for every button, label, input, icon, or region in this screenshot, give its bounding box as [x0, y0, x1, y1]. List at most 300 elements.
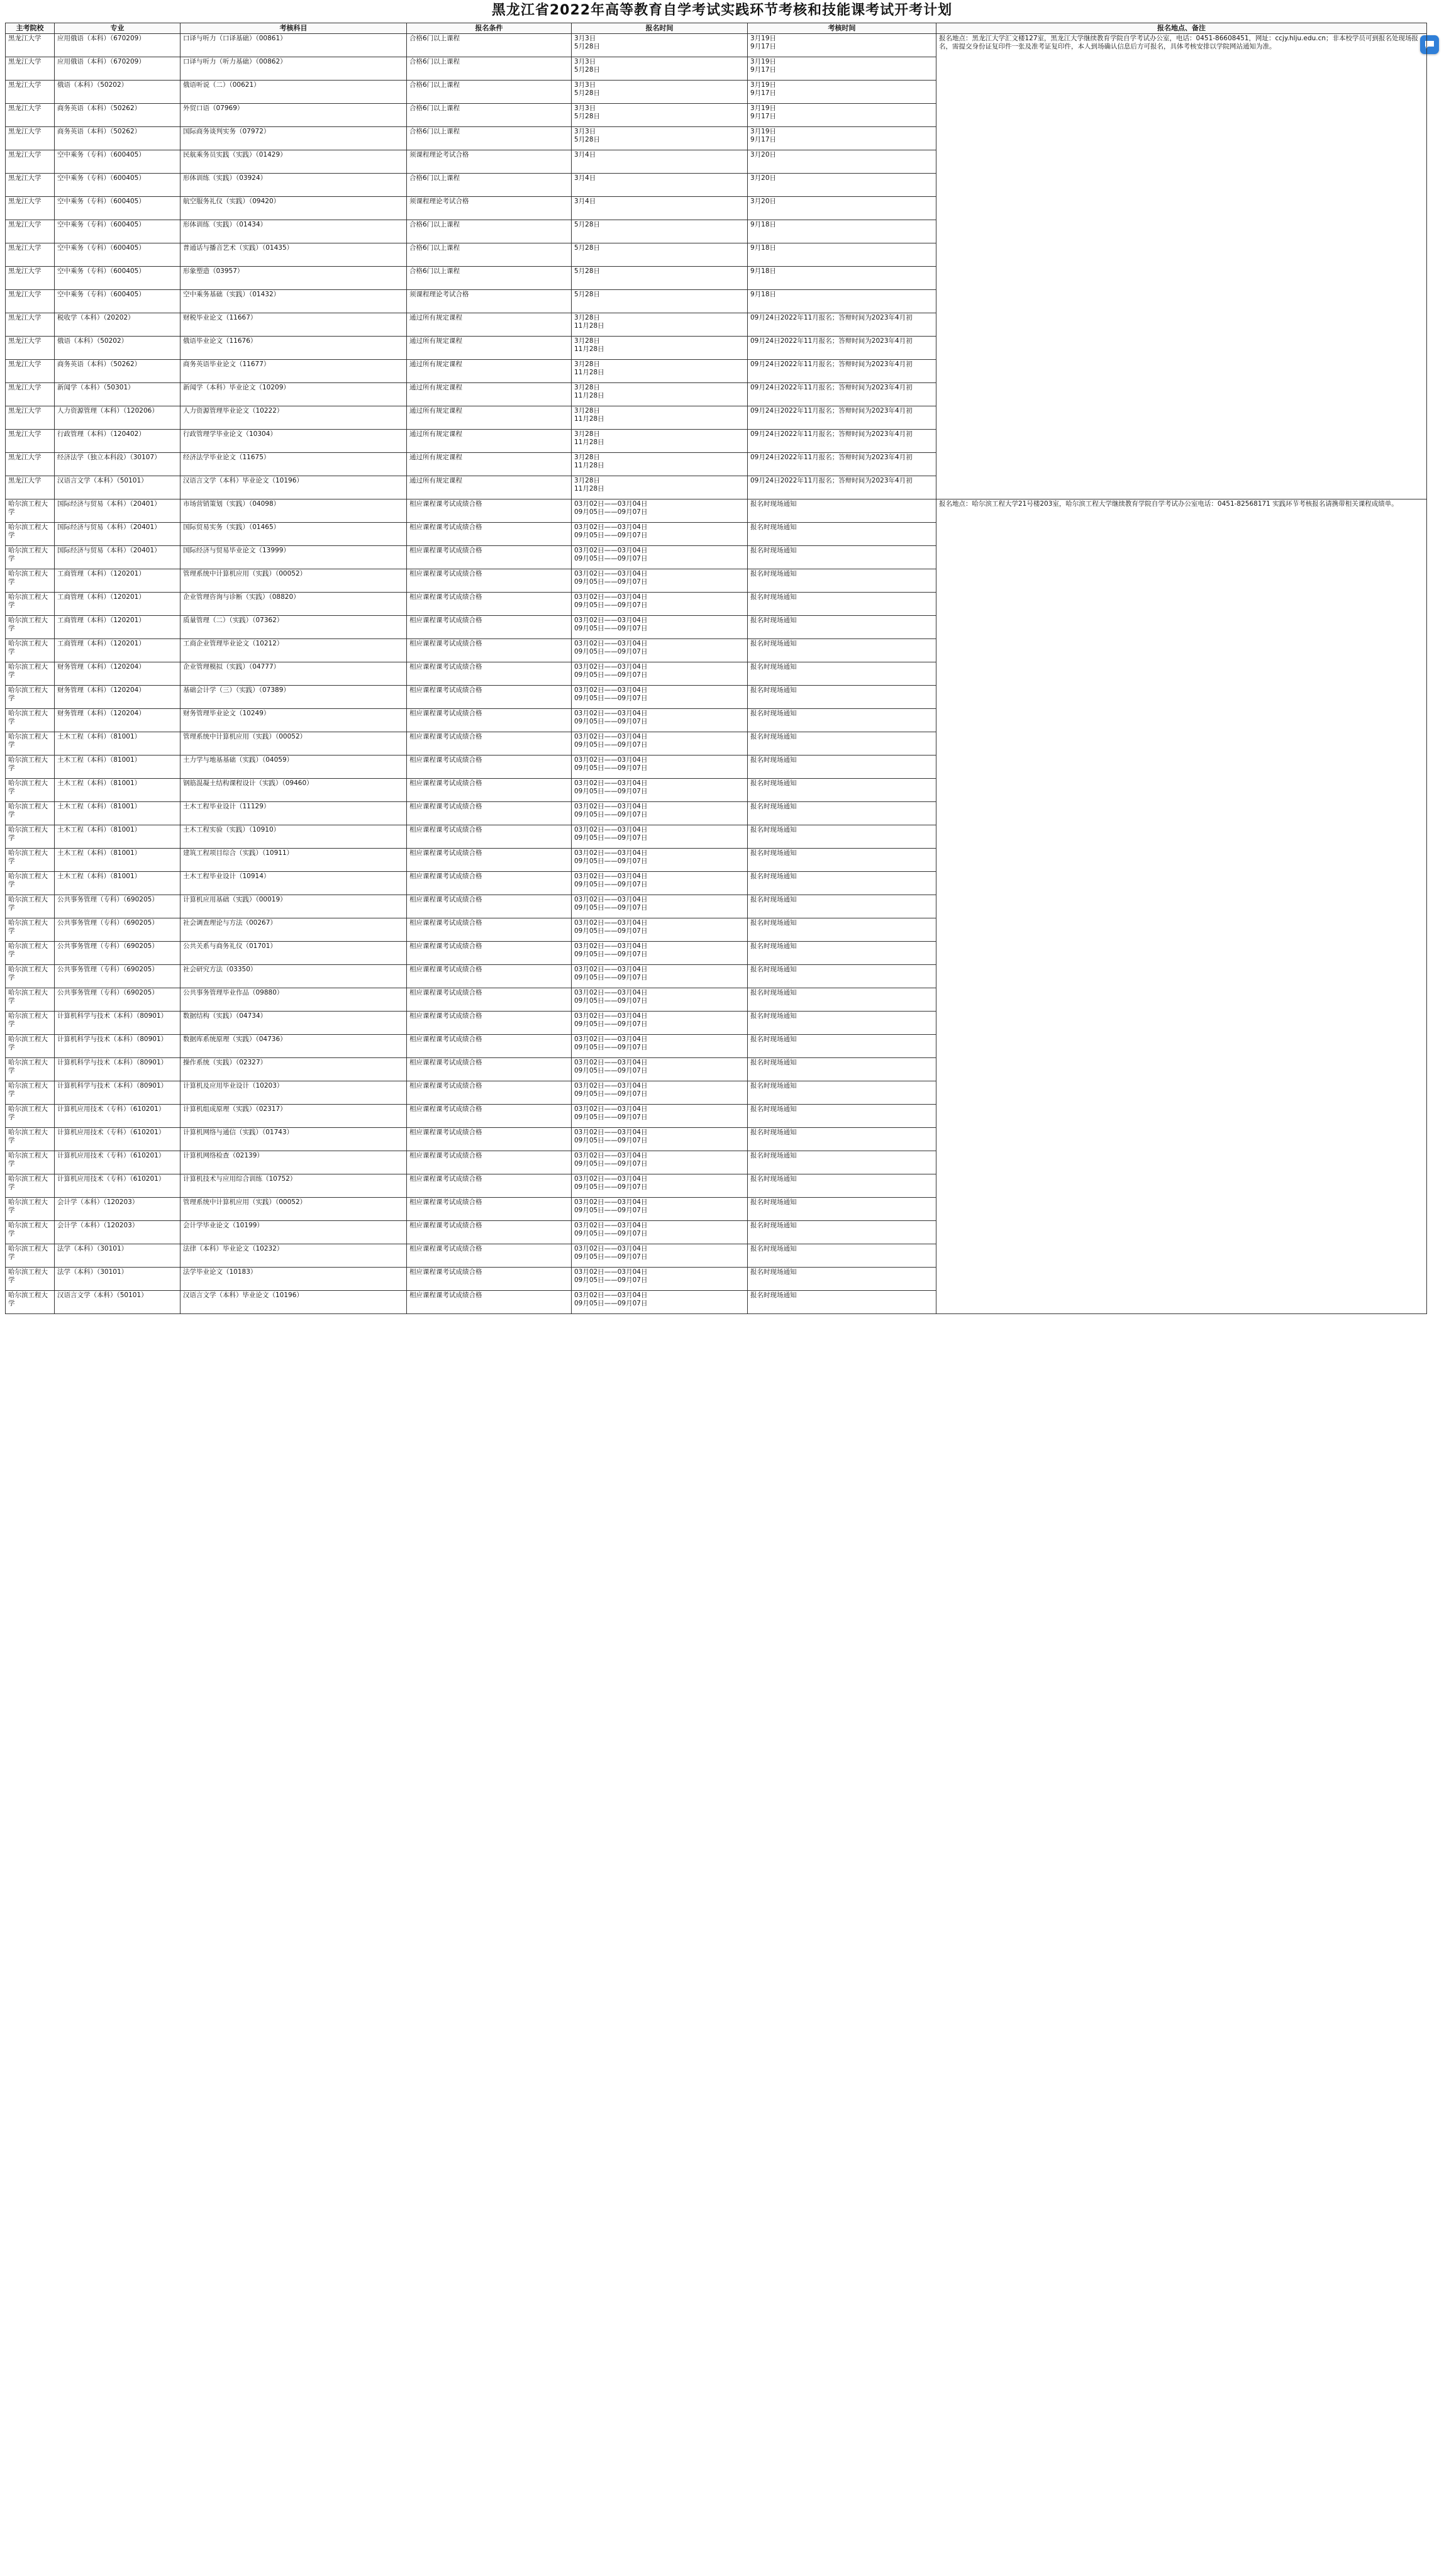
cell-notes: 报名地点：黑龙江大学汇文楼127室，黑龙江大学继续教育学院自学考试办公室，电话：0451-86608451，网址：ccjy.hlju.edu.cn；非本校学员可到报名处现场报名，需提交身份证复印件一张及准考证复印件，本人到场确认信息后方可报名，具体考核安排以学院网站通知为准。 — [936, 34, 1427, 499]
cell-reg-time: 3月3日 5月28日 — [572, 127, 748, 150]
cell-school: 黑龙江大学 — [6, 197, 55, 220]
cell-major: 土木工程（本科）（81001） — [55, 849, 181, 872]
cell-reg-time: 03月02日——03月04日 09月05日——09月07日 — [572, 1244, 748, 1268]
cell-major: 计算机应用技术（专科）（610201） — [55, 1174, 181, 1198]
cell-exam-time: 报名时现场通知 — [748, 616, 936, 639]
cell-subject: 财税毕业论文（11667） — [181, 313, 407, 337]
cell-exam-time: 报名时现场通知 — [748, 802, 936, 825]
cell-subject: 国际贸易实务（实践）（01465） — [181, 523, 407, 546]
cell-school: 黑龙江大学 — [6, 81, 55, 104]
cell-condition: 合格6门以上课程 — [407, 127, 572, 150]
cell-major: 新闻学（本科）（50301） — [55, 383, 181, 406]
cell-exam-time: 报名时现场通知 — [748, 1035, 936, 1058]
cell-subject: 国际经济与贸易毕业论文（13999） — [181, 546, 407, 569]
cell-reg-time: 03月02日——03月04日 09月05日——09月07日 — [572, 1221, 748, 1244]
cell-exam-time: 报名时现场通知 — [748, 1291, 936, 1314]
cell-subject: 土木工程实验（实践）（10910） — [181, 825, 407, 849]
table-body — [6, 34, 1427, 1314]
cell-exam-time: 3月20日 — [748, 174, 936, 197]
cell-reg-time: 03月02日——03月04日 09月05日——09月07日 — [572, 825, 748, 849]
cell-condition: 相应课程课考试成绩合格 — [407, 1105, 572, 1128]
cell-exam-time: 报名时现场通知 — [748, 662, 936, 686]
cell-school: 哈尔滨工程大学 — [6, 686, 55, 709]
cell-exam-time: 报名时现场通知 — [748, 1012, 936, 1035]
cell-exam-time: 3月19日 9月17日 — [748, 57, 936, 81]
cell-subject: 社会调查理论与方法（00267） — [181, 918, 407, 942]
cell-major: 土木工程（本科）（81001） — [55, 825, 181, 849]
cell-reg-time: 3月3日 5月28日 — [572, 57, 748, 81]
table-row — [6, 34, 1427, 57]
cell-reg-time: 03月02日——03月04日 09月05日——09月07日 — [572, 1105, 748, 1128]
cell-subject: 形体训练（实践）（01434） — [181, 220, 407, 243]
cell-school: 哈尔滨工程大学 — [6, 965, 55, 988]
cell-reg-time: 3月4日 — [572, 174, 748, 197]
cell-school: 黑龙江大学 — [6, 104, 55, 127]
cell-exam-time: 报名时现场通知 — [748, 825, 936, 849]
cell-condition: 相应课程课考试成绩合格 — [407, 1198, 572, 1221]
cell-major: 计算机科学与技术（本科）（80901） — [55, 1012, 181, 1035]
cell-subject: 建筑工程项目综合（实践）（10911） — [181, 849, 407, 872]
cell-reg-time: 5月28日 — [572, 243, 748, 267]
cell-reg-time: 3月28日 11月28日 — [572, 430, 748, 453]
cell-exam-time: 报名时现场通知 — [748, 1151, 936, 1174]
cell-major: 财务管理（本科）（120204） — [55, 709, 181, 732]
cell-school: 黑龙江大学 — [6, 220, 55, 243]
cell-subject: 工商企业管理毕业论文（10212） — [181, 639, 407, 662]
cell-major: 汉语言文学（本科）（50101） — [55, 1291, 181, 1314]
cell-subject: 土木工程毕业设计（11129） — [181, 802, 407, 825]
cell-condition: 相应课程课考试成绩合格 — [407, 1221, 572, 1244]
cell-reg-time: 03月02日——03月04日 09月05日——09月07日 — [572, 732, 748, 756]
cell-major: 空中乘务（专科）（600405） — [55, 267, 181, 290]
cell-subject: 市场营销策划（实践）（04098） — [181, 499, 407, 523]
cell-condition: 相应课程课考试成绩合格 — [407, 1081, 572, 1105]
cell-condition: 相应课程课考试成绩合格 — [407, 1012, 572, 1035]
cell-subject: 土木工程毕业设计（10914） — [181, 872, 407, 895]
cell-condition: 通过所有规定课程 — [407, 313, 572, 337]
cell-school: 黑龙江大学 — [6, 127, 55, 150]
col-reg-time: 报名时间 — [572, 23, 748, 34]
cell-exam-time: 报名时现场通知 — [748, 546, 936, 569]
cell-school: 哈尔滨工程大学 — [6, 546, 55, 569]
cell-subject: 空中乘务基础（实践）（01432） — [181, 290, 407, 313]
cell-subject: 计算机及应用毕业设计（10203） — [181, 1081, 407, 1105]
cell-school: 哈尔滨工程大学 — [6, 1198, 55, 1221]
cell-condition: 相应课程课考试成绩合格 — [407, 593, 572, 616]
cell-subject: 外贸口语（07969） — [181, 104, 407, 127]
cell-school: 哈尔滨工程大学 — [6, 593, 55, 616]
cell-exam-time: 报名时现场通知 — [748, 1081, 936, 1105]
cell-school: 哈尔滨工程大学 — [6, 1012, 55, 1035]
cell-reg-time: 03月02日——03月04日 09月05日——09月07日 — [572, 918, 748, 942]
cell-school: 哈尔滨工程大学 — [6, 1128, 55, 1151]
cell-exam-time: 报名时现场通知 — [748, 1058, 936, 1081]
cell-condition: 相应课程课考试成绩合格 — [407, 732, 572, 756]
cell-major: 人力资源管理（本科）（120206） — [55, 406, 181, 430]
cell-reg-time: 03月02日——03月04日 09月05日——09月07日 — [572, 593, 748, 616]
cell-reg-time: 03月02日——03月04日 09月05日——09月07日 — [572, 1035, 748, 1058]
exam-plan-table — [5, 23, 1427, 1314]
cell-condition: 合格6门以上课程 — [407, 220, 572, 243]
cell-major: 计算机应用技术（专科）（610201） — [55, 1151, 181, 1174]
cell-major: 土木工程（本科）（81001） — [55, 732, 181, 756]
cell-school: 哈尔滨工程大学 — [6, 662, 55, 686]
cell-subject: 会计学毕业论文（10199） — [181, 1221, 407, 1244]
cell-reg-time: 03月02日——03月04日 09月05日——09月07日 — [572, 1012, 748, 1035]
cell-subject: 经济法学毕业论文（11675） — [181, 453, 407, 476]
cell-major: 空中乘务（专科）（600405） — [55, 197, 181, 220]
cell-subject: 民航乘务员实践（实践）（01429） — [181, 150, 407, 174]
cell-reg-time: 3月28日 11月28日 — [572, 476, 748, 499]
cell-condition: 相应课程课考试成绩合格 — [407, 988, 572, 1012]
cell-exam-time: 报名时现场通知 — [748, 593, 936, 616]
cell-condition: 通过所有规定课程 — [407, 337, 572, 360]
cell-school: 哈尔滨工程大学 — [6, 1035, 55, 1058]
cell-condition: 合格6门以上课程 — [407, 267, 572, 290]
cell-condition: 通过所有规定课程 — [407, 453, 572, 476]
cell-condition: 相应课程课考试成绩合格 — [407, 1151, 572, 1174]
cell-condition: 须课程理论考试合格 — [407, 197, 572, 220]
cell-school: 哈尔滨工程大学 — [6, 1244, 55, 1268]
cell-condition: 相应课程课考试成绩合格 — [407, 639, 572, 662]
cell-subject: 社会研究方法（03350） — [181, 965, 407, 988]
cell-reg-time: 03月02日——03月04日 09月05日——09月07日 — [572, 942, 748, 965]
cell-reg-time: 03月02日——03月04日 09月05日——09月07日 — [572, 1058, 748, 1081]
cell-subject: 数据库系统原理（实践）（04736） — [181, 1035, 407, 1058]
cell-major: 空中乘务（专科）（600405） — [55, 174, 181, 197]
cell-condition: 合格6门以上课程 — [407, 243, 572, 267]
cell-reg-time: 03月02日——03月04日 09月05日——09月07日 — [572, 1198, 748, 1221]
cell-exam-time: 3月20日 — [748, 197, 936, 220]
cell-major: 会计学（本科）（120203） — [55, 1221, 181, 1244]
cell-condition: 合格6门以上课程 — [407, 174, 572, 197]
cell-reg-time: 03月02日——03月04日 09月05日——09月07日 — [572, 779, 748, 802]
cell-subject: 法学毕业论文（10183） — [181, 1268, 407, 1291]
cell-condition: 相应课程课考试成绩合格 — [407, 616, 572, 639]
cell-exam-time: 09月24日2022年11月报名；答辩时间为2023年4月初 — [748, 406, 936, 430]
cell-reg-time: 5月28日 — [572, 267, 748, 290]
cell-school: 哈尔滨工程大学 — [6, 1174, 55, 1198]
cell-major: 商务英语（本科）（50262） — [55, 104, 181, 127]
cell-major: 应用俄语（本科）（670209） — [55, 34, 181, 57]
cell-exam-time: 报名时现场通知 — [748, 732, 936, 756]
cell-major: 商务英语（本科）（50262） — [55, 360, 181, 383]
cell-exam-time: 09月24日2022年11月报名；答辩时间为2023年4月初 — [748, 453, 936, 476]
cell-exam-time: 报名时现场通知 — [748, 918, 936, 942]
cell-subject: 航空服务礼仪（实践）（09420） — [181, 197, 407, 220]
cell-major: 计算机科学与技术（本科）（80901） — [55, 1035, 181, 1058]
cell-exam-time: 报名时现场通知 — [748, 1221, 936, 1244]
cell-exam-time: 报名时现场通知 — [748, 709, 936, 732]
cell-exam-time: 9月18日 — [748, 290, 936, 313]
col-notes: 报名地点、备注 — [936, 23, 1427, 34]
cell-school: 黑龙江大学 — [6, 430, 55, 453]
cell-condition: 相应课程课考试成绩合格 — [407, 895, 572, 918]
cell-major: 空中乘务（专科）（600405） — [55, 290, 181, 313]
cell-reg-time: 03月02日——03月04日 09月05日——09月07日 — [572, 802, 748, 825]
cell-reg-time: 03月02日——03月04日 09月05日——09月07日 — [572, 1174, 748, 1198]
cell-school: 哈尔滨工程大学 — [6, 1058, 55, 1081]
cell-school: 哈尔滨工程大学 — [6, 1081, 55, 1105]
cell-subject: 新闻学（本科）毕业论文（10209） — [181, 383, 407, 406]
cell-major: 俄语（本科）（50202） — [55, 337, 181, 360]
cell-school: 哈尔滨工程大学 — [6, 499, 55, 523]
cell-exam-time: 9月18日 — [748, 267, 936, 290]
cell-reg-time: 5月28日 — [572, 290, 748, 313]
cell-subject: 行政管理学毕业论文（10304） — [181, 430, 407, 453]
cell-exam-time: 报名时现场通知 — [748, 1244, 936, 1268]
cell-school: 哈尔滨工程大学 — [6, 1221, 55, 1244]
cell-condition: 相应课程课考试成绩合格 — [407, 918, 572, 942]
cell-exam-time: 报名时现场通知 — [748, 895, 936, 918]
cell-school: 黑龙江大学 — [6, 476, 55, 499]
cell-reg-time: 3月28日 11月28日 — [572, 337, 748, 360]
cell-condition: 相应课程课考试成绩合格 — [407, 802, 572, 825]
cell-school: 哈尔滨工程大学 — [6, 732, 55, 756]
cell-reg-time: 03月02日——03月04日 09月05日——09月07日 — [572, 988, 748, 1012]
cell-reg-time: 03月02日——03月04日 09月05日——09月07日 — [572, 1268, 748, 1291]
cell-condition: 相应课程课考试成绩合格 — [407, 569, 572, 593]
cell-exam-time: 报名时现场通知 — [748, 1198, 936, 1221]
cell-condition: 须课程理论考试合格 — [407, 290, 572, 313]
cell-subject: 形象塑造（03957） — [181, 267, 407, 290]
cell-exam-time: 09月24日2022年11月报名；答辩时间为2023年4月初 — [748, 476, 936, 499]
cell-major: 俄语（本科）（50202） — [55, 81, 181, 104]
cell-major: 空中乘务（专科）（600405） — [55, 150, 181, 174]
cell-subject: 法律（本科）毕业论文（10232） — [181, 1244, 407, 1268]
cell-school: 黑龙江大学 — [6, 290, 55, 313]
cell-condition: 相应课程课考试成绩合格 — [407, 499, 572, 523]
cell-major: 汉语言文学（本科）（50101） — [55, 476, 181, 499]
cell-reg-time: 03月02日——03月04日 09月05日——09月07日 — [572, 662, 748, 686]
cell-subject: 汉语言文学（本科）毕业论文（10196） — [181, 476, 407, 499]
col-major: 专业 — [55, 23, 181, 34]
cell-major: 国际经济与贸易（本科）（20401） — [55, 523, 181, 546]
cell-major: 计算机科学与技术（本科）（80901） — [55, 1058, 181, 1081]
cell-school: 哈尔滨工程大学 — [6, 779, 55, 802]
cell-condition: 通过所有规定课程 — [407, 360, 572, 383]
cell-major: 工商管理（本科）（120201） — [55, 569, 181, 593]
cell-school: 黑龙江大学 — [6, 57, 55, 81]
cell-subject: 计算机网络与通信（实践）（01743） — [181, 1128, 407, 1151]
cell-condition: 通过所有规定课程 — [407, 476, 572, 499]
cell-exam-time: 报名时现场通知 — [748, 569, 936, 593]
cell-reg-time: 03月02日——03月04日 09月05日——09月07日 — [572, 686, 748, 709]
cell-school: 哈尔滨工程大学 — [6, 523, 55, 546]
cell-school: 哈尔滨工程大学 — [6, 918, 55, 942]
cell-school: 黑龙江大学 — [6, 34, 55, 57]
cell-major: 公共事务管理（专科）（690205） — [55, 988, 181, 1012]
cell-exam-time: 报名时现场通知 — [748, 988, 936, 1012]
cell-condition: 相应课程课考试成绩合格 — [407, 825, 572, 849]
cell-subject: 俄语毕业论文（11676） — [181, 337, 407, 360]
cell-condition: 合格6门以上课程 — [407, 104, 572, 127]
col-subject: 考核科目 — [181, 23, 407, 34]
cell-exam-time: 报名时现场通知 — [748, 1268, 936, 1291]
cell-major: 土木工程（本科）（81001） — [55, 779, 181, 802]
cell-reg-time: 03月02日——03月04日 09月05日——09月07日 — [572, 895, 748, 918]
cell-condition: 相应课程课考试成绩合格 — [407, 662, 572, 686]
cell-major: 税收学（本科）（20202） — [55, 313, 181, 337]
cell-exam-time: 3月19日 9月17日 — [748, 34, 936, 57]
cell-exam-time: 09月24日2022年11月报名；答辩时间为2023年4月初 — [748, 337, 936, 360]
cell-major: 商务英语（本科）（50262） — [55, 127, 181, 150]
cell-exam-time: 9月18日 — [748, 220, 936, 243]
cell-exam-time: 9月18日 — [748, 243, 936, 267]
cell-condition: 合格6门以上课程 — [407, 57, 572, 81]
cell-school: 黑龙江大学 — [6, 174, 55, 197]
cell-major: 公共事务管理（专科）（690205） — [55, 918, 181, 942]
cell-condition: 通过所有规定课程 — [407, 406, 572, 430]
cell-major: 法学（本科）（30101） — [55, 1268, 181, 1291]
cell-major: 财务管理（本科）（120204） — [55, 662, 181, 686]
cell-school: 哈尔滨工程大学 — [6, 825, 55, 849]
cell-condition: 相应课程课考试成绩合格 — [407, 779, 572, 802]
cell-major: 财务管理（本科）（120204） — [55, 686, 181, 709]
cell-school: 黑龙江大学 — [6, 313, 55, 337]
cell-school: 哈尔滨工程大学 — [6, 709, 55, 732]
cell-school: 黑龙江大学 — [6, 150, 55, 174]
cell-reg-time: 03月02日——03月04日 09月05日——09月07日 — [572, 616, 748, 639]
cell-reg-time: 03月02日——03月04日 09月05日——09月07日 — [572, 639, 748, 662]
cell-subject: 国际商务谈判实务（07972） — [181, 127, 407, 150]
cell-major: 空中乘务（专科）（600405） — [55, 220, 181, 243]
cell-subject: 管理系统中计算机应用（实践）（00052） — [181, 569, 407, 593]
cell-subject: 质量管理（二）（实践）（07362） — [181, 616, 407, 639]
cell-condition: 相应课程课考试成绩合格 — [407, 1174, 572, 1198]
cell-condition: 相应课程课考试成绩合格 — [407, 1128, 572, 1151]
cell-major: 计算机应用技术（专科）（610201） — [55, 1105, 181, 1128]
cell-school: 哈尔滨工程大学 — [6, 1105, 55, 1128]
cell-reg-time: 03月02日——03月04日 09月05日——09月07日 — [572, 523, 748, 546]
cell-subject: 计算机网络检查（02139） — [181, 1151, 407, 1174]
cell-subject: 人力资源管理毕业论文（10222） — [181, 406, 407, 430]
cell-major: 土木工程（本科）（81001） — [55, 872, 181, 895]
cell-reg-time: 3月28日 11月28日 — [572, 406, 748, 430]
cell-major: 工商管理（本科）（120201） — [55, 616, 181, 639]
col-condition: 报名条件 — [407, 23, 572, 34]
cell-exam-time: 09月24日2022年11月报名；答辩时间为2023年4月初 — [748, 360, 936, 383]
cell-exam-time: 09月24日2022年11月报名；答辩时间为2023年4月初 — [748, 430, 936, 453]
cell-subject: 计算机技术与应用综合训练（10752） — [181, 1174, 407, 1198]
cell-major: 国际经济与贸易（本科）（20401） — [55, 546, 181, 569]
cell-reg-time: 03月02日——03月04日 09月05日——09月07日 — [572, 499, 748, 523]
cell-subject: 汉语言文学（本科）毕业论文（10196） — [181, 1291, 407, 1314]
cell-school: 黑龙江大学 — [6, 360, 55, 383]
cell-condition: 相应课程课考试成绩合格 — [407, 709, 572, 732]
cell-subject: 普通话与播音艺术（实践）（01435） — [181, 243, 407, 267]
cell-exam-time: 报名时现场通知 — [748, 942, 936, 965]
cell-reg-time: 3月28日 11月28日 — [572, 453, 748, 476]
cell-subject: 企业管理咨询与诊断（实践）（08820） — [181, 593, 407, 616]
table-header-row — [6, 23, 1427, 34]
cell-major: 经济法学（独立本科段）（30107） — [55, 453, 181, 476]
cell-school: 黑龙江大学 — [6, 406, 55, 430]
col-exam-time: 考核时间 — [748, 23, 936, 34]
cell-subject: 土力学与地基基础（实践）（04059） — [181, 756, 407, 779]
cell-reg-time: 03月02日——03月04日 09月05日——09月07日 — [572, 872, 748, 895]
cell-condition: 相应课程课考试成绩合格 — [407, 965, 572, 988]
cell-reg-time: 03月02日——03月04日 09月05日——09月07日 — [572, 1151, 748, 1174]
cell-reg-time: 03月02日——03月04日 09月05日——09月07日 — [572, 849, 748, 872]
cell-subject: 计算机应用基础（实践）（00019） — [181, 895, 407, 918]
cell-condition: 合格6门以上课程 — [407, 34, 572, 57]
cell-condition: 相应课程课考试成绩合格 — [407, 1244, 572, 1268]
cell-reg-time: 03月02日——03月04日 09月05日——09月07日 — [572, 1081, 748, 1105]
cell-reg-time: 03月02日——03月04日 09月05日——09月07日 — [572, 1128, 748, 1151]
cell-school: 黑龙江大学 — [6, 337, 55, 360]
cell-subject: 财务管理毕业论文（10249） — [181, 709, 407, 732]
cell-exam-time: 报名时现场通知 — [748, 756, 936, 779]
cell-subject: 企业管理模拟（实践）（04777） — [181, 662, 407, 686]
cell-subject: 商务英语毕业论文（11677） — [181, 360, 407, 383]
cell-reg-time: 5月28日 — [572, 220, 748, 243]
cell-reg-time: 3月4日 — [572, 197, 748, 220]
cell-reg-time: 3月3日 5月28日 — [572, 104, 748, 127]
cell-reg-time: 03月02日——03月04日 09月05日——09月07日 — [572, 569, 748, 593]
cell-reg-time: 03月02日——03月04日 09月05日——09月07日 — [572, 756, 748, 779]
page-title: 黑龙江省2022年高等教育自学考试实践环节考核和技能课考试开考计划 — [491, 3, 953, 18]
cell-exam-time: 报名时现场通知 — [748, 523, 936, 546]
cell-major: 工商管理（本科）（120201） — [55, 593, 181, 616]
cell-reg-time: 3月4日 — [572, 150, 748, 174]
cell-condition: 合格6门以上课程 — [407, 81, 572, 104]
cell-subject: 管理系统中计算机应用（实践）（00052） — [181, 1198, 407, 1221]
cell-condition: 相应课程课考试成绩合格 — [407, 1058, 572, 1081]
cell-school: 黑龙江大学 — [6, 267, 55, 290]
cell-reg-time: 03月02日——03月04日 09月05日——09月07日 — [572, 546, 748, 569]
cell-condition: 相应课程课考试成绩合格 — [407, 1035, 572, 1058]
cell-exam-time: 报名时现场通知 — [748, 1128, 936, 1151]
cell-major: 计算机科学与技术（本科）（80901） — [55, 1081, 181, 1105]
cell-exam-time: 3月19日 9月17日 — [748, 104, 936, 127]
cell-subject: 口译与听力（口译基础）（00861） — [181, 34, 407, 57]
cell-exam-time: 3月19日 9月17日 — [748, 127, 936, 150]
cell-reg-time: 03月02日——03月04日 09月05日——09月07日 — [572, 709, 748, 732]
cell-reg-time: 03月02日——03月04日 09月05日——09月07日 — [572, 965, 748, 988]
cell-school: 哈尔滨工程大学 — [6, 639, 55, 662]
cell-reg-time: 3月3日 5月28日 — [572, 34, 748, 57]
cell-subject: 公共事务管理毕业作品（09880） — [181, 988, 407, 1012]
cell-condition: 相应课程课考试成绩合格 — [407, 1291, 572, 1314]
cell-major: 公共事务管理（专科）（690205） — [55, 895, 181, 918]
cell-subject: 形体训练（实践）（03924） — [181, 174, 407, 197]
col-school: 主考院校 — [6, 23, 55, 34]
cell-major: 空中乘务（专科）（600405） — [55, 243, 181, 267]
cell-school: 哈尔滨工程大学 — [6, 849, 55, 872]
cell-major: 会计学（本科）（120203） — [55, 1198, 181, 1221]
cell-exam-time: 3月19日 9月17日 — [748, 81, 936, 104]
cell-subject: 口译与听力（听力基础）（00862） — [181, 57, 407, 81]
cell-exam-time: 09月24日2022年11月报名；答辩时间为2023年4月初 — [748, 313, 936, 337]
cell-school: 黑龙江大学 — [6, 383, 55, 406]
cell-school: 哈尔滨工程大学 — [6, 872, 55, 895]
cell-exam-time: 报名时现场通知 — [748, 639, 936, 662]
cell-subject: 公共关系与商务礼仪（01701） — [181, 942, 407, 965]
cell-school: 哈尔滨工程大学 — [6, 988, 55, 1012]
cell-condition: 相应课程课考试成绩合格 — [407, 546, 572, 569]
cell-reg-time: 3月28日 11月28日 — [572, 383, 748, 406]
cell-school: 哈尔滨工程大学 — [6, 895, 55, 918]
cell-condition: 相应课程课考试成绩合格 — [407, 942, 572, 965]
cell-condition: 相应课程课考试成绩合格 — [407, 523, 572, 546]
cell-reg-time: 3月28日 11月28日 — [572, 360, 748, 383]
cell-major: 国际经济与贸易（本科）（20401） — [55, 499, 181, 523]
cell-exam-time: 报名时现场通知 — [748, 849, 936, 872]
cell-major: 法学（本科）（30101） — [55, 1244, 181, 1268]
cell-exam-time: 09月24日2022年11月报名；答辩时间为2023年4月初 — [748, 383, 936, 406]
cell-notes: 报名地点：哈尔滨工程大学21号楼203室，哈尔滨工程大学继续教育学院自学考试办公室电话：0451-82568171 实践环节考核报名请携带相关课程成绩单。 — [936, 499, 1427, 1314]
